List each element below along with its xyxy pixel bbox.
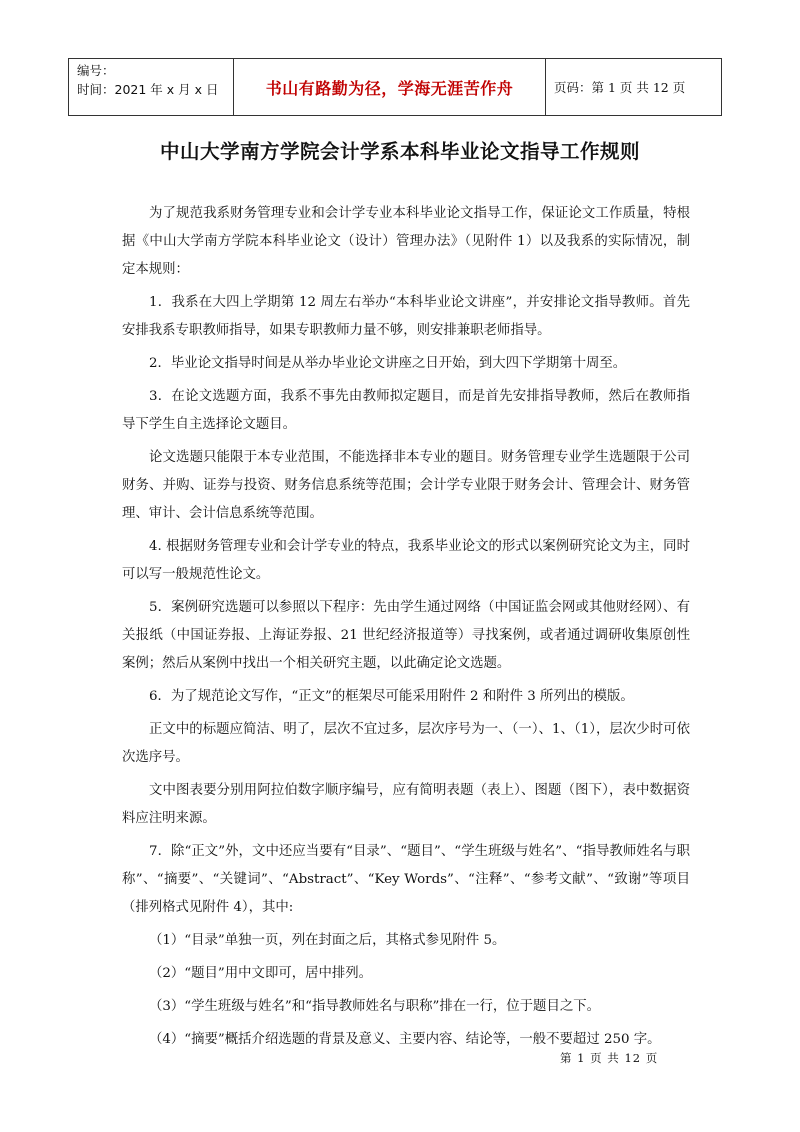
- paragraph: 3．在论文选题方面，我系不事先由教师拟定题目，而是首先安排指导教师，然后在教师指导下学生自主选择论文题目。: [122, 389, 690, 432]
- header-page-info: 页码：第 1 页 共 12 页: [554, 80, 686, 95]
- paragraph: 文中图表要分别用阿拉伯数字顺序编号，应有简明表题（表上）、图题（图下），表中数据资料应注明来源。: [122, 783, 690, 826]
- paragraph: 论文选题只能限于本专业范围，不能选择非本专业的题目。财务管理专业学生选题限于公司财务、并购、证券与投资、财务信息系统等范围；会计学专业限于财务会计、管理会计、财务管理、审计、会计信息系统等范围。: [122, 450, 690, 521]
- document-title: 中山大学南方学院会计学系本科毕业论文指导工作规则: [159, 140, 640, 163]
- paragraph: 4. 根据财务管理专业和会计学专业的特点，我系毕业论文的形式以案例研究论文为主，同时可以写一般规范性论文。: [122, 539, 690, 582]
- page-header: [68, 58, 722, 116]
- paragraph: （3）“学生班级与姓名”和“指导教师姓名与职称”排在一行，位于题目之下。: [149, 999, 601, 1014]
- paragraph: 7．除“正文”外，文中还应当要有“目录”、“题目”、“学生班级与姓名”、“指导教师姓名与职称”、“摘要”、“关键词”、“Abstract”、“Key Words”、“注释”、“参考文献”、“致谢”等项目（排列格式见附件 4），其中:: [122, 844, 690, 915]
- paragraph: （2）“题目”用中文即可，居中排列。: [149, 966, 373, 981]
- time-label: 时间：2021 年 x 月 x 日: [77, 82, 219, 97]
- paragraph: 5．案例研究选题可以参照以下程序：先由学生通过网络（中国证监会网或其他财经网）、有关报纸（中国证券报、上海证券报、21 世纪经济报道等）寻找案例，或者通过调研收集原创性案例；然后从案例中找出一个相关研究主题，以此确定论文选题。: [122, 600, 690, 671]
- paragraph: （4）“摘要”概括介绍选题的背景及意义、主要内容、结论等，一般不要超过 250 字。: [149, 1032, 661, 1047]
- paragraph: 6．为了规范论文写作，“正文”的框架尽可能采用附件 2 和附件 3 所列出的模版。: [149, 689, 634, 704]
- header-motto: 书山有路勤为径，学海无涯苦作舟: [234, 59, 546, 115]
- paragraph: 1．我系在大四上学期第 12 周左右举办“本科毕业论文讲座”，并安排论文指导教师。首先安排我系专职教师指导，如果专职教师力量不够，则安排兼职老师指导。: [122, 295, 690, 338]
- page-footer: 第 1 页 共 12 页: [560, 1051, 659, 1065]
- paragraph: （1）“目录”单独一页，列在封面之后，其格式参见附件 5。: [149, 933, 506, 948]
- number-label: 编号：: [77, 63, 115, 78]
- paragraph: 2．毕业论文指导时间是从举办毕业论文讲座之日开始，到大四下学期第十周至。: [149, 356, 627, 371]
- header-meta: [69, 59, 234, 115]
- paragraph: 正文中的标题应简洁、明了，层次不宜过多，层次序号为一、（一）、1、（1），层次少时可依次选序号。: [122, 722, 690, 765]
- paragraph: 为了规范我系财务管理专业和会计学专业本科毕业论文指导工作，保证论文工作质量，特根据《中山大学南方学院本科毕业论文（设计）管理办法》（见附件 1）以及我系的实际情况，制定本规则：: [122, 206, 690, 277]
- document-body: [122, 200, 690, 1059]
